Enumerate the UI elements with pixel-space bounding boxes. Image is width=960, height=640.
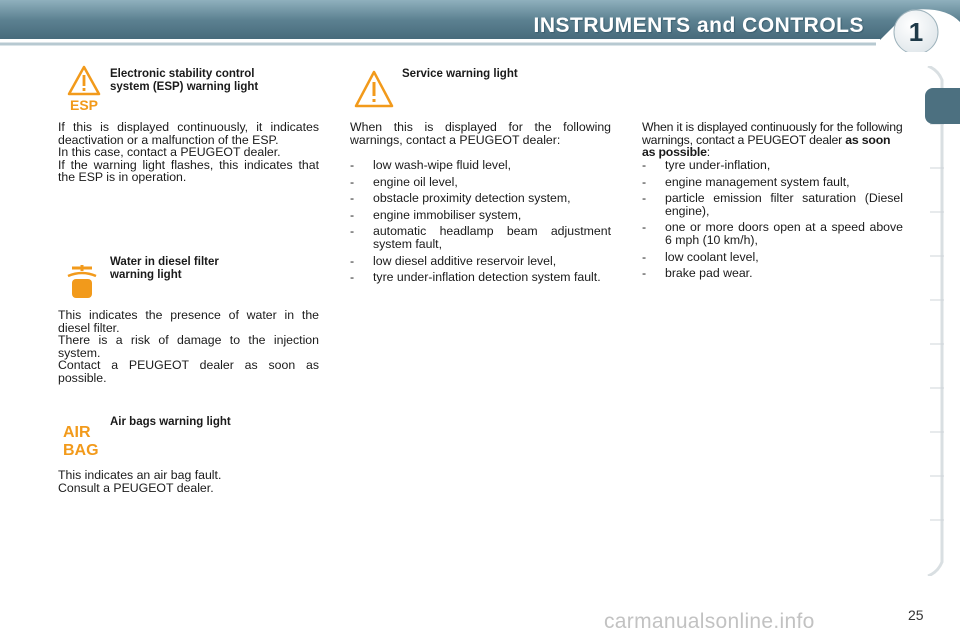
esp-title-line: Electronic stability control: [110, 68, 255, 80]
airbag-line: This indicates an air bag fault.: [58, 468, 222, 482]
water-description: [58, 309, 319, 385]
page-number: 25: [908, 607, 924, 623]
list-item: - brake pad wear.: [642, 266, 753, 281]
chapter-tab-active[interactable]: [925, 88, 960, 124]
list-item: - engine oil level,: [350, 174, 458, 189]
chapter-number: 1: [908, 17, 924, 47]
airbag-warning-icon: [62, 422, 102, 458]
water-title-line: Water in diesel filter: [110, 256, 219, 268]
airbag-icon-text: AIR: [63, 424, 91, 441]
watermark-text: carmanualsonline.info: [604, 610, 815, 633]
list-item: - low diesel additive reservoir level,: [350, 253, 557, 268]
water-line: This indicates the presence of water in the diesel filter.: [58, 308, 319, 335]
water-line: Contact a PEUGEOT dealer as soon as possible.: [58, 358, 319, 385]
water-title-line: warning light: [110, 269, 182, 281]
service-intro-continuous: When it is displayed continuously for the following warnings, contact a PEUGEOT dealer as soon as possible:: [642, 120, 903, 160]
esp-line: In this case, contact a PEUGEOT dealer.: [58, 145, 281, 160]
list-item: - tyre under-inflation detection system fault.: [350, 270, 601, 285]
list-item: - tyre under-inflation,: [642, 158, 771, 172]
esp-warning-icon: [64, 64, 104, 112]
esp-icon-text: ESP: [69, 97, 99, 112]
airbag-line: Consult a PEUGEOT dealer.: [58, 480, 214, 495]
service-warning-list: [350, 159, 611, 288]
esp-line: If this is displayed continuously, it indicates deactivation or a malfunction of the ESP.: [58, 120, 319, 147]
page-title: INSTRUMENTS and CONTROLS: [533, 14, 864, 37]
service-intro: When this is displayed for the following warnings, contact a PEUGEOT dealer:: [350, 120, 611, 147]
list-item: - one or more doors open at a speed above 6 mph (10 km/h),: [642, 220, 903, 247]
airbag-icon-text: BAG: [63, 442, 99, 458]
airbag-description: [58, 469, 319, 494]
service-warning-icon: [352, 68, 396, 112]
water-line: There is a risk of damage to the injection system.: [58, 333, 319, 360]
esp-description: [58, 121, 319, 184]
header-banner: [0, 0, 960, 52]
list-item: - engine management system fault,: [642, 174, 850, 189]
list-item: - low coolant level,: [642, 249, 759, 264]
water-in-diesel-icon: [64, 262, 100, 302]
esp-line: If the warning light flashes, this indicates that the ESP is in operation.: [58, 157, 319, 185]
esp-title-line: system (ESP) warning light: [110, 81, 259, 93]
chapter-tabs-strip: [926, 66, 948, 576]
list-item: - engine immobiliser system,: [350, 207, 522, 222]
airbag-title: Air bags warning light: [110, 416, 231, 428]
list-item: - particle emission filter saturation (Diesel engine),: [642, 191, 903, 218]
esp-title: [110, 68, 320, 94]
list-item: - low wash-wipe fluid level,: [350, 158, 512, 172]
list-item: - automatic headlamp beam adjustment system fault,: [350, 224, 611, 251]
service-continuous-list: [642, 159, 903, 284]
service-title: Service warning light: [402, 68, 518, 80]
water-title: [110, 256, 310, 282]
list-item: - obstacle proximity detection system,: [350, 191, 571, 206]
